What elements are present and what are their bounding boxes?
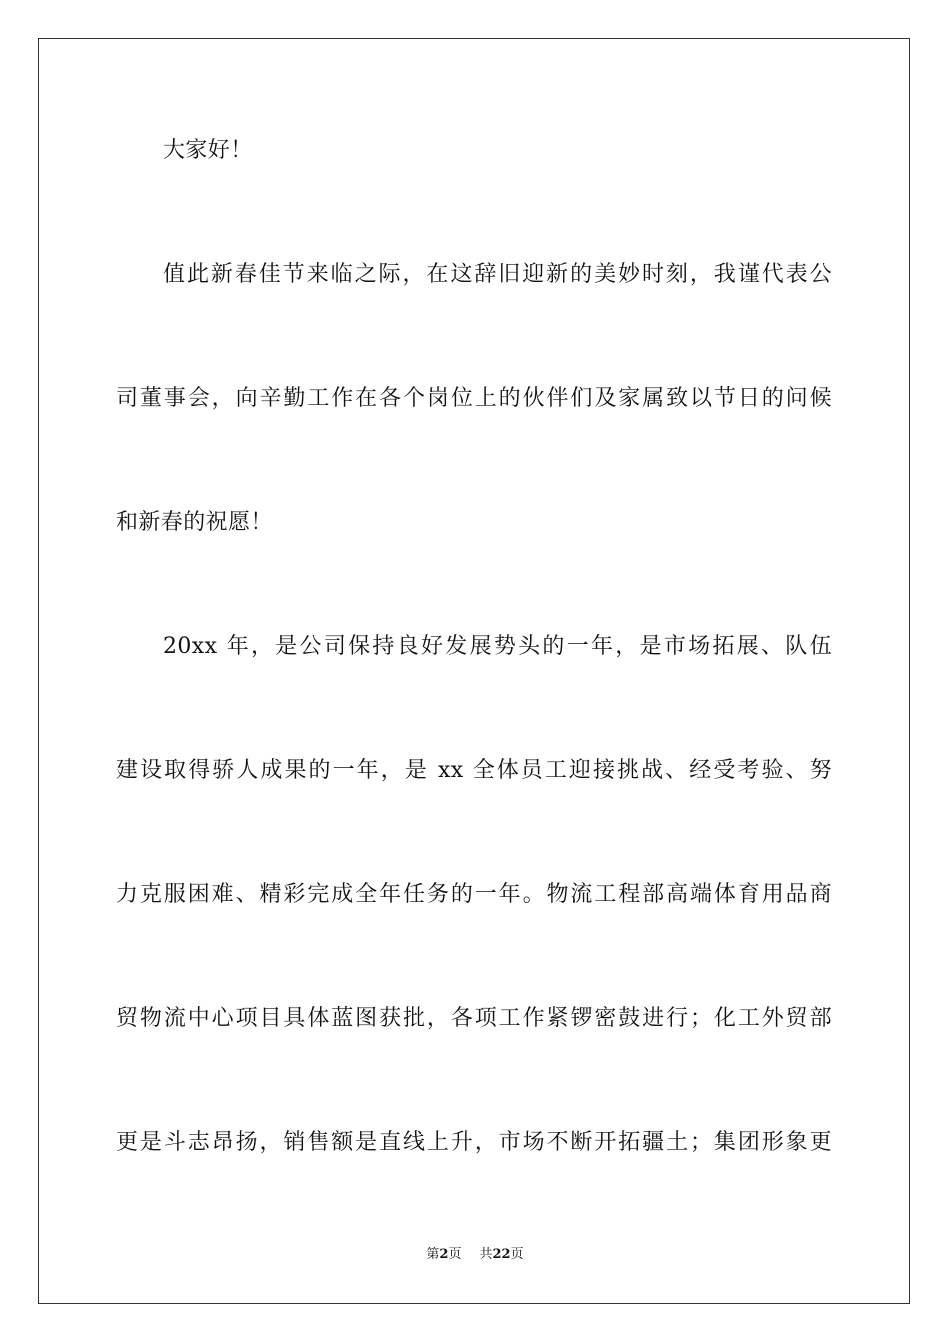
greeting-line: 大家好！ [163, 138, 253, 163]
total-pages: 22 [492, 1247, 511, 1262]
paragraph-line: 值此新春佳节来临之际，在这辞旧迎新的美妙时刻，我谨代表公 [163, 262, 832, 287]
page-suffix: 页 [448, 1247, 462, 1262]
paragraph-line: 司董事会，向辛勤工作在各个岗位上的伙伴们及家属致以节日的问候 [116, 386, 832, 411]
page-number: 2 [439, 1247, 449, 1262]
page-indicator [426, 1246, 461, 1264]
page-prefix: 第 [426, 1247, 440, 1262]
total-prefix: 共 [479, 1247, 493, 1262]
total-suffix: 页 [510, 1247, 524, 1262]
paragraph-line: 更是斗志昂扬，销售额是直线上升，市场不断开拓疆土；集团形象更 [116, 1130, 832, 1155]
paragraph-line: 力克服困难、精彩完成全年任务的一年。物流工程部高端体育用品商 [116, 882, 832, 907]
total-indicator [479, 1246, 523, 1264]
paragraph-line: 和新春的祝愿！ [116, 510, 273, 535]
page-frame [38, 38, 910, 1304]
paragraph-line: 建设取得骄人成果的一年，是 xx 全体员工迎接挑战、经受考验、努 [116, 758, 832, 783]
page-footer [0, 1246, 950, 1264]
paragraph-line: 20xx 年，是公司保持良好发展势头的一年，是市场拓展、队伍 [163, 634, 832, 659]
paragraph-line: 贸物流中心项目具体蓝图获批，各项工作紧锣密鼓进行；化工外贸部 [116, 1006, 832, 1031]
